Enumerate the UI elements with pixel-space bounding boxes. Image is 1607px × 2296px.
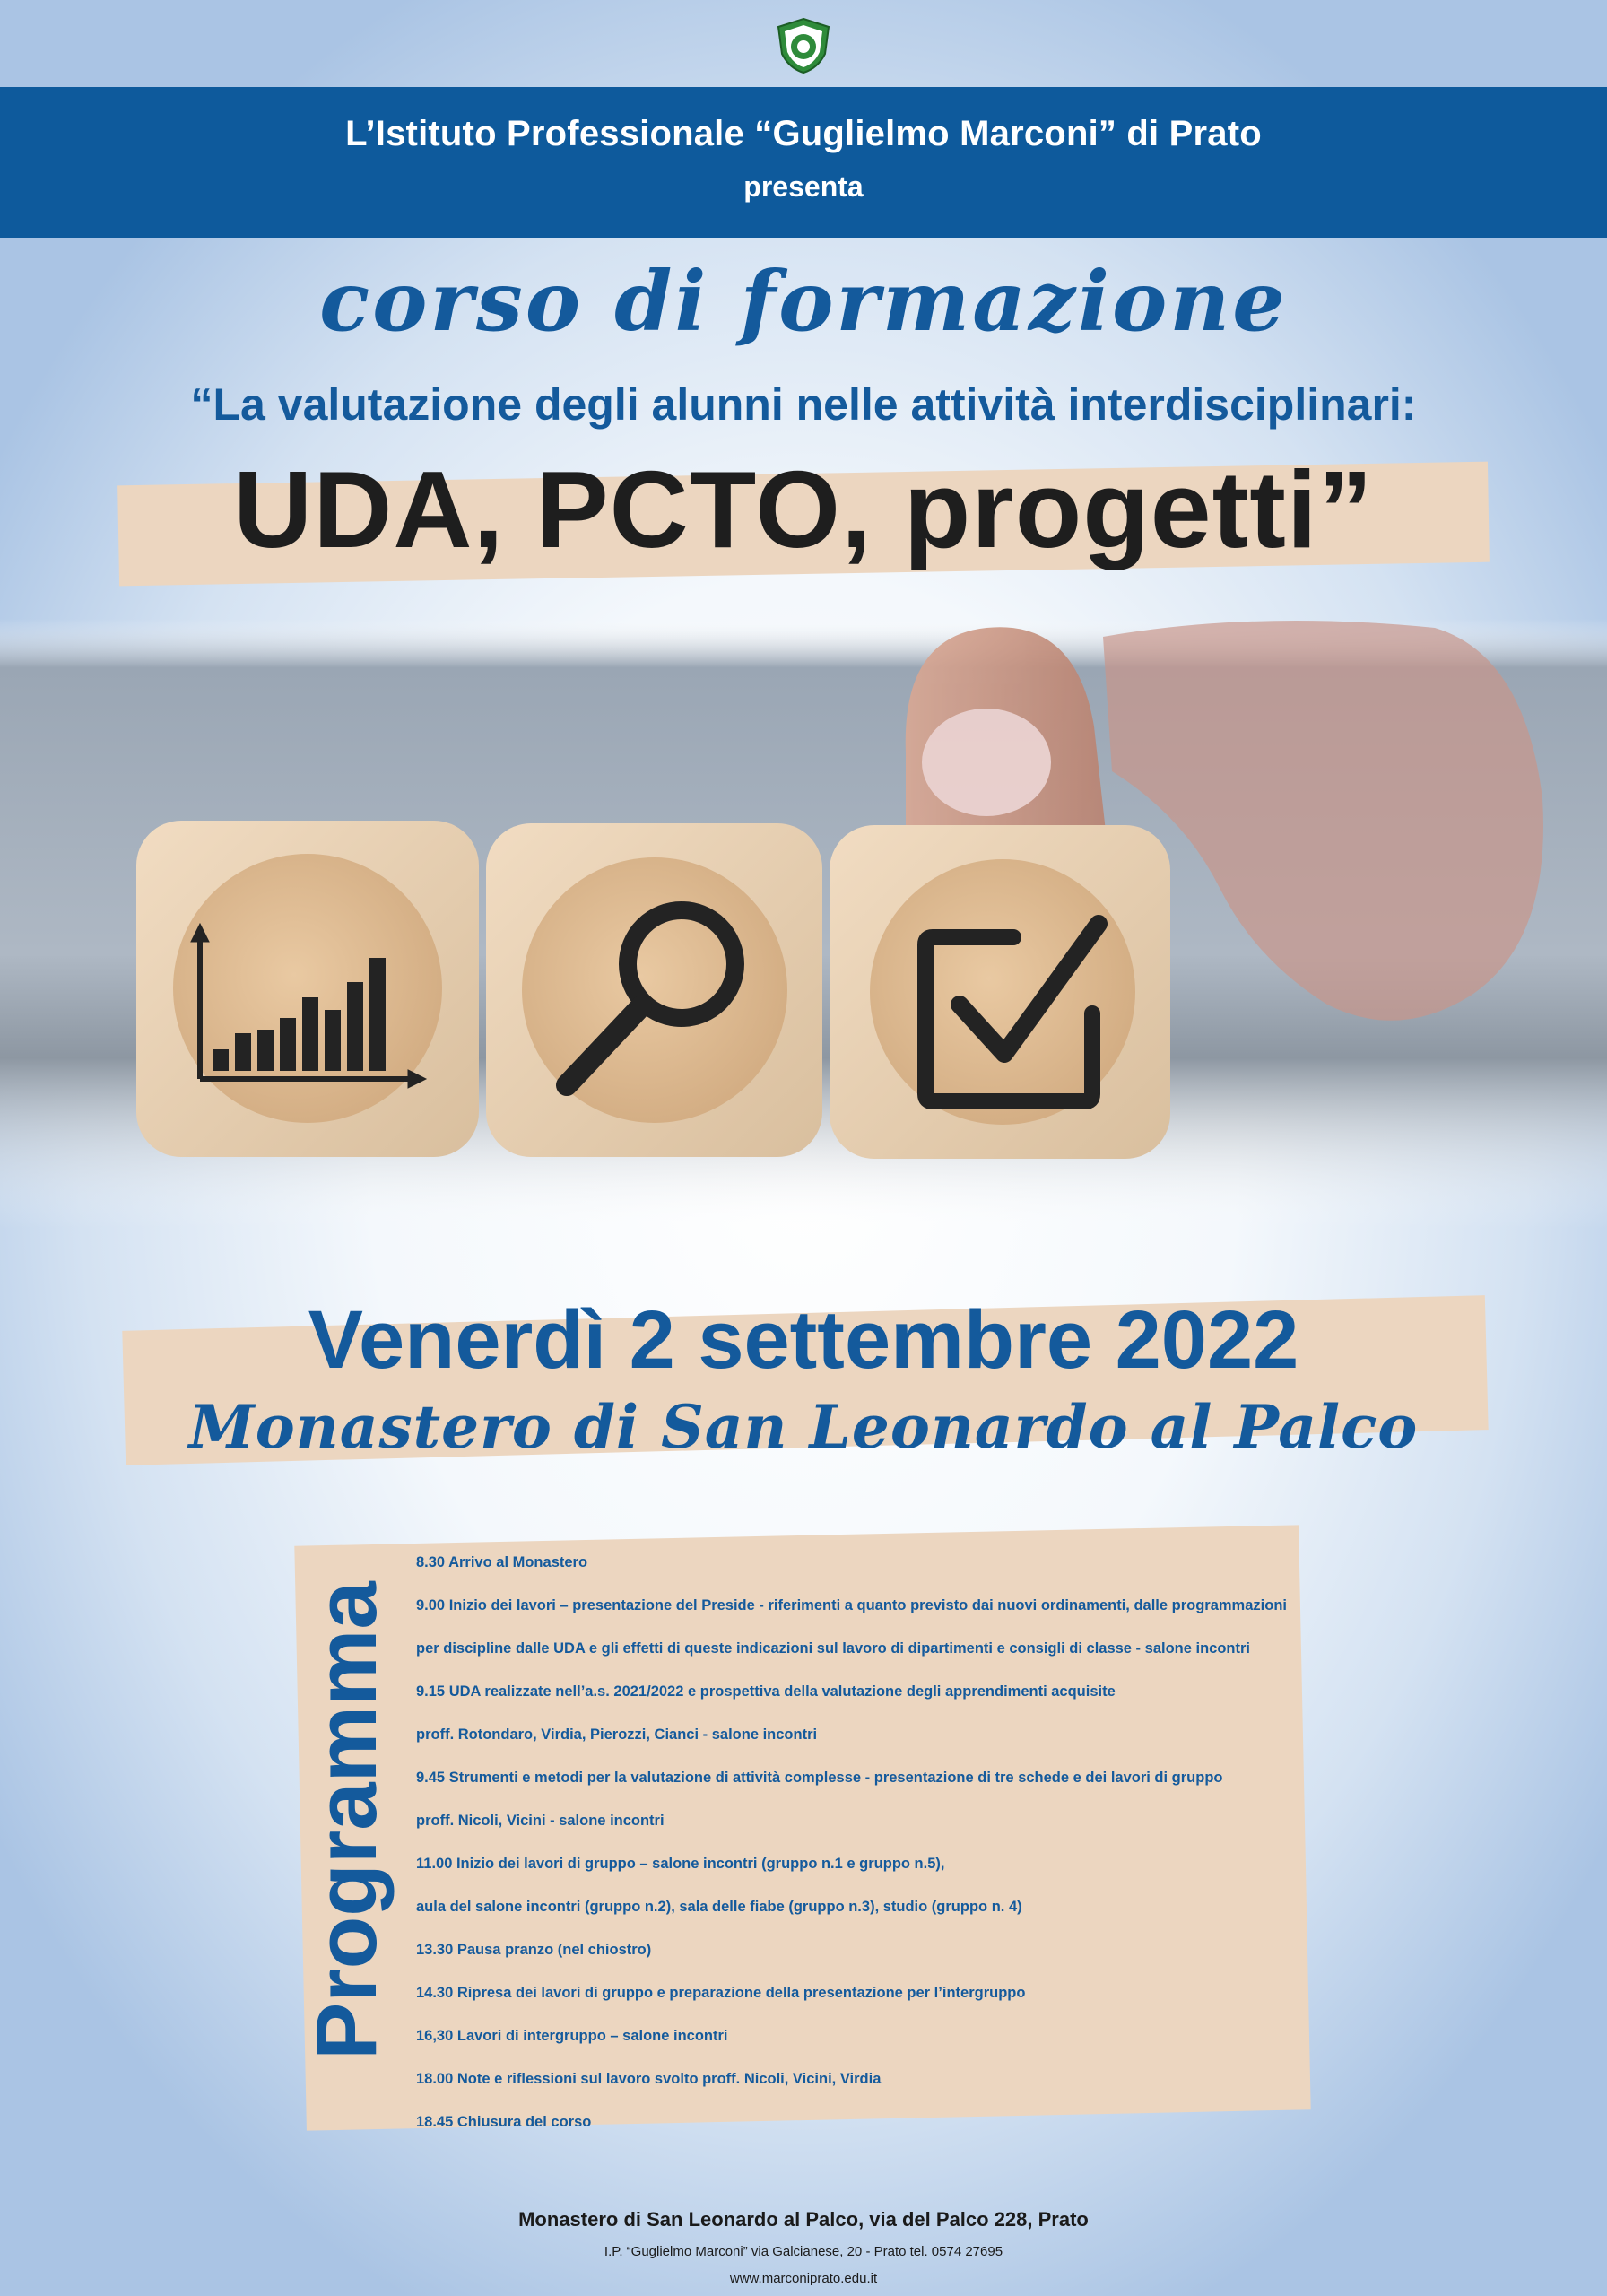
program-item: 9.00 Inizio dei lavori – presentazione del Preside - riferimenti a quanto previsto dai nuovi ordinamenti, dalle programmazioni <box>416 1597 1287 1613</box>
program-item: per discipline dalle UDA e gli effetti di queste indicazioni sul lavoro di dipartimenti e consigli di classe - salone incontri <box>416 1640 1250 1657</box>
school-crest-icon <box>773 16 834 75</box>
course-title: UDA, PCTO, progetti” <box>233 448 1374 570</box>
program-item: 18.45 Chiusura del corso <box>416 2114 592 2130</box>
cubes-photo <box>0 619 1607 1229</box>
program-item: 13.30 Pausa pranzo (nel chiostro) <box>416 1942 652 1958</box>
program-item: 8.30 Arrivo al Monastero <box>416 1554 588 1570</box>
program-item: proff. Nicoli, Vicini - salone incontri <box>416 1813 665 1829</box>
program-item: 18.00 Note e riflessioni sul lavoro svolto proff. Nicoli, Vicini, Virdia <box>416 2071 882 2087</box>
program-item: 16,30 Lavori di intergruppo – salone incontri <box>416 2028 728 2044</box>
footer-address: Monastero di San Leonardo al Palco, via del Palco 228, Prato <box>518 2208 1089 2231</box>
program-item: proff. Rotondaro, Virdia, Pierozzi, Cianci - salone incontri <box>416 1726 818 1743</box>
institute-name: L’Istituto Professionale “Guglielmo Marconi” di Prato <box>345 114 1262 153</box>
cube-chart <box>136 821 479 1157</box>
course-subtitle: “La valutazione degli alunni nelle attività interdisciplinari: <box>190 379 1417 430</box>
program-heading-label: Programma <box>299 1581 395 2060</box>
program-item: 11.00 Inizio dei lavori di gruppo – salone incontri (gruppo n.1 e gruppo n.5), <box>416 1856 945 1872</box>
footer-contact: I.P. “Guglielmo Marconi” via Galcianese, 20 - Prato tel. 0574 27695 <box>604 2244 1003 2259</box>
program-list <box>416 1553 1313 2156</box>
footer-website[interactable]: www.marconiprato.edu.it <box>729 2271 878 2286</box>
cube-magnifier <box>486 823 822 1157</box>
event-date: Venerdì 2 settembre 2022 <box>308 1294 1299 1386</box>
program-item: aula del salone incontri (gruppo n.2), sala delle fiabe (gruppo n.3), studio (gruppo n. 4) <box>416 1899 1022 1915</box>
program-item: 9.45 Strumenti e metodi per la valutazione di attività complesse - presentazione di tre schede e dei lavori di gruppo <box>416 1770 1223 1786</box>
program-item: 9.15 UDA realizzate nell’a.s. 2021/2022 e prospettiva della valutazione degli apprendimenti acquisite <box>416 1683 1116 1700</box>
program-item: 14.30 Ripresa dei lavori di gruppo e preparazione della presentazione per l’intergruppo <box>416 1985 1026 2001</box>
presents-label: presenta <box>743 170 864 203</box>
course-kind: corso di formazione <box>319 253 1288 350</box>
header-banner <box>0 87 1607 238</box>
event-venue: Monastero di San Leonardo al Palco <box>188 1392 1419 1462</box>
